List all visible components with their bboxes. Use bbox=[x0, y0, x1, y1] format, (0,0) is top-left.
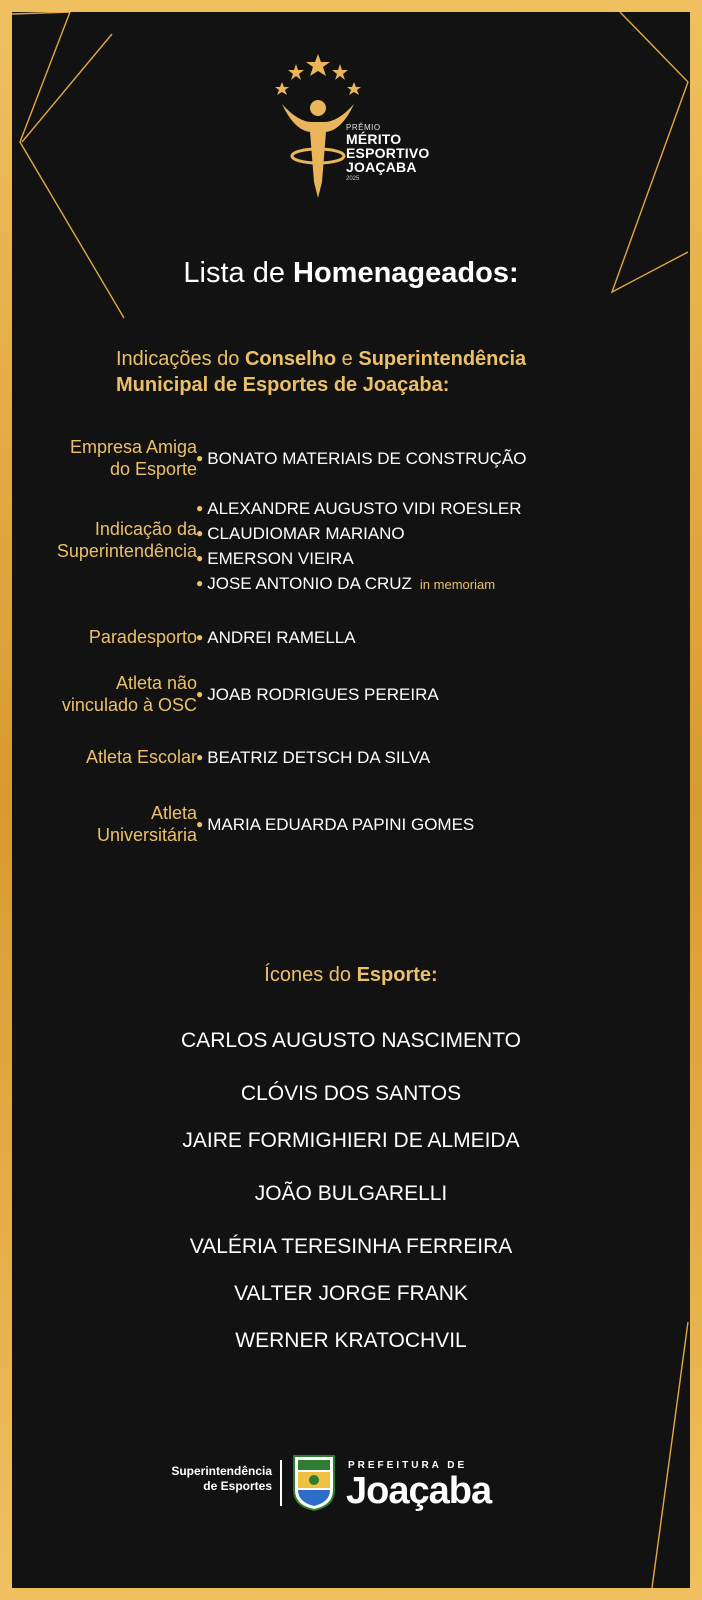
category-label-line: Superintendência bbox=[56, 541, 197, 561]
icon-honoree: CARLOS AUGUSTO NASCIMENTO bbox=[181, 1029, 521, 1052]
honoree-name: CLAUDIOMAR MARIANO bbox=[207, 524, 405, 543]
premio-logo-text bbox=[346, 124, 429, 182]
bullet-icon: ● bbox=[196, 576, 204, 590]
category-label bbox=[89, 626, 197, 648]
bullet-icon: ● bbox=[196, 687, 204, 701]
honoree-name: BONATO MATERIAIS DE CONSTRUÇÃO bbox=[207, 449, 527, 468]
in-memoriam-note: in memoriam bbox=[419, 577, 496, 592]
city-name-logo: Joaçaba bbox=[346, 1470, 492, 1512]
category-label bbox=[57, 518, 197, 562]
category-label bbox=[97, 802, 197, 846]
subtitle-line2: Municipal de Esportes de Joaçaba: bbox=[116, 374, 450, 396]
icon-honoree: VALÉRIA TERESINHA FERREIRA bbox=[189, 1235, 513, 1258]
category-label bbox=[86, 746, 197, 768]
honoree-item bbox=[196, 446, 527, 471]
icon-honoree: VALTER JORGE FRANK bbox=[234, 1282, 468, 1305]
city-coat-of-arms-icon bbox=[292, 1452, 336, 1512]
category-label-line: Paradesporto bbox=[88, 627, 197, 647]
subtitle-bold1: Conselho bbox=[244, 348, 337, 370]
honoree-item bbox=[196, 625, 356, 650]
honoree-item bbox=[196, 496, 522, 521]
honoree-list bbox=[196, 625, 356, 650]
category-label-line: do Esporte bbox=[109, 459, 197, 479]
honoree-list bbox=[196, 682, 439, 707]
category-label-line: Empresa Amiga bbox=[69, 437, 197, 457]
bullet-icon: ● bbox=[196, 551, 204, 565]
honoree-name: ALEXANDRE AUGUSTO VIDI ROESLER bbox=[207, 499, 522, 518]
category-label-line: Atleta Escolar bbox=[85, 747, 197, 767]
title-light: Lista de bbox=[183, 257, 294, 289]
honoree-item bbox=[196, 571, 522, 597]
icon-honoree: CLÓVIS DOS SANTOS bbox=[240, 1082, 462, 1105]
title-bold: Homenageados: bbox=[293, 257, 519, 289]
subtitle-bold2: Superintendência bbox=[358, 348, 527, 370]
honoree-item bbox=[196, 745, 430, 770]
footer-divider bbox=[280, 1460, 282, 1506]
logo-premio: PRÊMIO bbox=[346, 123, 381, 132]
honoree-name: EMERSON VIEIRA bbox=[207, 549, 354, 568]
bullet-icon: ● bbox=[196, 750, 204, 764]
category-label-line: vinculado à OSC bbox=[61, 695, 197, 715]
bullet-icon: ● bbox=[196, 817, 204, 831]
sup-line2: de Esportes bbox=[203, 1479, 272, 1493]
section-subtitle bbox=[116, 346, 636, 398]
category-label bbox=[62, 672, 197, 716]
sup-line1: Superintendência bbox=[171, 1464, 272, 1478]
page-title bbox=[12, 257, 690, 290]
subtitle-part1: Indicações do bbox=[116, 348, 245, 370]
icons-title-light: Ícones do bbox=[264, 964, 357, 986]
honoree-list bbox=[196, 812, 474, 837]
icon-honoree: WERNER KRATOCHVIL bbox=[235, 1329, 467, 1352]
bullet-icon: ● bbox=[196, 630, 204, 644]
honoree-name: ANDREI RAMELLA bbox=[207, 628, 356, 647]
category-label-line: Universitária bbox=[96, 825, 197, 845]
poster-panel bbox=[12, 12, 690, 1588]
footer bbox=[12, 1442, 690, 1522]
honoree-list bbox=[196, 446, 527, 471]
honoree-item bbox=[196, 546, 522, 571]
bullet-icon: ● bbox=[196, 501, 204, 515]
category-label-line: Atleta não bbox=[115, 673, 197, 693]
honoree-name: JOSE ANTONIO DA CRUZ bbox=[207, 574, 412, 593]
category-label-line: Atleta bbox=[150, 803, 197, 823]
icons-section-title bbox=[12, 964, 690, 987]
honoree-name: JOAB RODRIGUES PEREIRA bbox=[207, 685, 439, 704]
category-label-line: Indicação da bbox=[94, 519, 197, 539]
prefeitura-label: PREFEITURA DE bbox=[348, 1460, 468, 1471]
icon-honoree: JAIRE FORMIGHIERI DE ALMEIDA bbox=[182, 1129, 520, 1152]
bullet-icon: ● bbox=[196, 451, 204, 465]
superintendencia-logo bbox=[171, 1464, 272, 1494]
icon-honoree: JOÃO BULGARELLI bbox=[254, 1182, 448, 1205]
icons-title-bold: Esporte: bbox=[356, 964, 438, 986]
honoree-list bbox=[196, 745, 430, 770]
honoree-name: BEATRIZ DETSCH DA SILVA bbox=[207, 748, 431, 767]
bullet-icon: ● bbox=[196, 526, 204, 540]
category-label bbox=[70, 436, 197, 480]
honoree-item bbox=[196, 812, 474, 837]
logo-year: 2025 bbox=[346, 176, 360, 182]
honoree-list bbox=[196, 496, 522, 597]
subtitle-part2: e bbox=[336, 348, 359, 370]
honoree-name: MARIA EDUARDA PAPINI GOMES bbox=[207, 815, 475, 834]
logo-line3: JOAÇABA bbox=[346, 159, 417, 175]
honoree-item bbox=[196, 521, 522, 546]
logo-line1: MÉRITO bbox=[346, 131, 402, 147]
honoree-item bbox=[196, 682, 439, 707]
logo-line2: ESPORTIVO bbox=[346, 145, 430, 161]
